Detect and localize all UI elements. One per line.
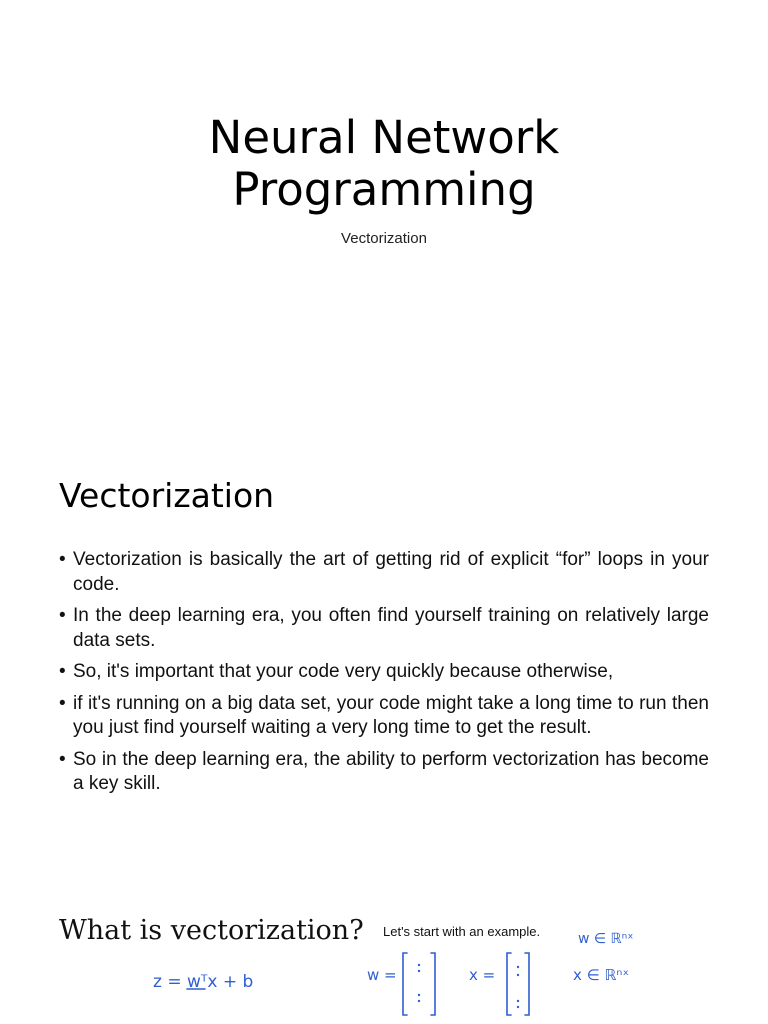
bullet-item: • In the deep learning era, you often find yourself training on relatively large data sets. — [59, 604, 709, 653]
bullet-list — [59, 548, 709, 804]
title-line-1: Neural Network — [208, 111, 560, 164]
x-vector-label: x = — [469, 966, 496, 984]
bullet-item: • So in the deep learning era, the ability to perform vectorization has become a key skill. — [59, 748, 709, 797]
equation-text: z = wᵀx + b — [153, 972, 254, 992]
bullet-item: • Vectorization is basically the art of getting rid of explicit “for” loops in your code. — [59, 548, 709, 597]
x-space-label: x ∈ ℝⁿˣ — [573, 966, 629, 984]
vectorization-slide — [0, 460, 768, 880]
title-slide — [0, 0, 768, 440]
bullet-item: • if it's running on a big data set, your code might take a long time to run then you just find yourself waiting a very long time to get the result. — [59, 692, 709, 741]
slide-heading: Vectorization — [59, 476, 275, 515]
page-title — [0, 112, 768, 216]
what-is-vectorization-slide — [55, 905, 768, 1024]
slide-heading: What is vectorization? — [59, 915, 364, 946]
intro-note: Let's start with an example. — [383, 924, 541, 939]
w-vector-label: w = — [367, 966, 397, 984]
handwritten-notes — [55, 905, 768, 1024]
w-space-label: w ∈ ℝⁿˣ — [578, 931, 634, 947]
title-line-2: Programming — [232, 163, 536, 216]
subtitle: Vectorization — [341, 230, 427, 247]
bullet-item: • So, it's important that your code very quickly because otherwise, — [59, 660, 709, 685]
